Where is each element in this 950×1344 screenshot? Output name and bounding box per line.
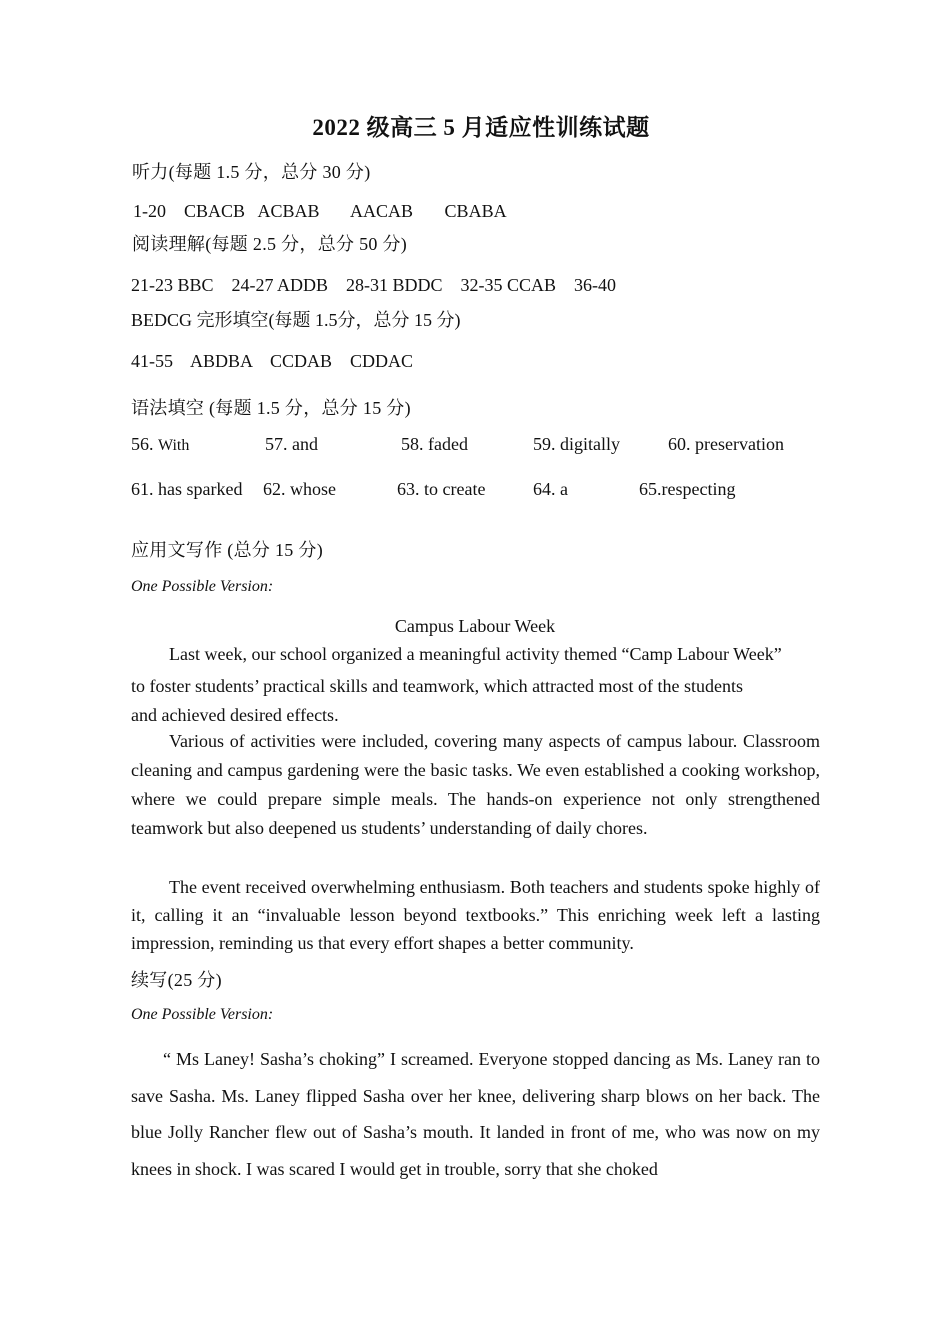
item-answer: digitally [560, 434, 620, 454]
item-number: 56. [131, 434, 154, 454]
reading-answers-line2: BEDCG 完形填空(每题 1.5分，总分 15 分) [131, 310, 461, 330]
item-answer: With [158, 437, 190, 454]
item-number: 63. [397, 479, 420, 499]
grammar-item-58 [401, 432, 468, 456]
grammar-item-59 [533, 432, 620, 456]
grammar-header: 语法填空 (每题 1.5 分，总分 15 分) [131, 398, 411, 418]
item-answer: has sparked [158, 479, 243, 499]
writing-version-label: One Possible Version: [131, 578, 274, 595]
continuation-version-label: One Possible Version: [131, 1006, 274, 1023]
essay-p1-line2: to foster students’ practical skills and teamwork, which attracted most of the students [131, 676, 744, 696]
item-number: 64. [533, 479, 556, 499]
item-number: 57. [265, 434, 288, 454]
item-answer: respecting [661, 479, 736, 499]
grammar-item-60 [668, 432, 784, 456]
item-answer: preservation [695, 434, 784, 454]
grammar-item-63 [397, 477, 485, 501]
item-number: 65. [639, 479, 662, 499]
continuation-paragraph-text: “ Ms Laney! Sasha’s choking” I screamed. Everyone stopped dancing as Ms. Laney ran to save Sasha. Ms. Laney flipped Sasha over her knee, delivering sharp blows on her back. The blue Jolly Rancher flew out of Sasha’s mouth. It landed in front of me, who was now on my knees in shock. I was scared I would get in trouble, sorry that she choked [131, 1049, 820, 1180]
essay-paragraph-2 [131, 727, 820, 843]
essay-p1-line1: Last week, our school organized a meaningful activity themed “Camp Labour Week” [169, 644, 782, 664]
item-answer: whose [290, 479, 336, 499]
item-number: 58. [401, 434, 424, 454]
reading-answers-line1: 21-23 BBC 24-27 ADDB 28-31 BDDC 32-35 CCAB 36-40 [131, 275, 617, 295]
reading-header: 阅读理解(每题 2.5 分，总分 50 分) [132, 234, 408, 254]
essay-paragraph-2-text: Various of activities were included, covering many aspects of campus labour. Classroom cleaning and campus gardening were the basic tasks. We even established a cooking workshop, where we could prepare simple meals. The hands-on experience not only strengthened teamwork but also deepened us students’ understanding of daily chores. [131, 731, 820, 838]
essay-title: Campus Labour Week [394, 616, 556, 636]
grammar-item-61 [131, 477, 242, 501]
item-answer: a [560, 479, 568, 499]
listening-answers: 1-20 CBACB ACBAB AACAB CBABA [133, 201, 507, 221]
grammar-item-65 [639, 477, 735, 501]
item-number: 62. [263, 479, 286, 499]
writing-header: 应用文写作 (总分 15 分) [131, 540, 323, 560]
grammar-item-57 [265, 432, 318, 456]
item-number: 59. [533, 434, 556, 454]
page-title: 2022 级高三 5 月适应性训练试题 [312, 115, 650, 140]
item-number: 61. [131, 479, 154, 499]
cloze-answers: 41-55 ABDBA CCDAB CDDAC [131, 351, 414, 371]
item-answer: to create [424, 479, 486, 499]
continuation-header: 续写(25 分) [131, 970, 222, 990]
item-answer: faded [428, 434, 468, 454]
essay-paragraph-3-text: The event received overwhelming enthusiasm. Both teachers and students spoke highly of it, calling it an “invaluable lesson beyond textbooks.” This enriching week left a lasting impression, reminding us that every effort shapes a better community. [131, 877, 820, 953]
grammar-item-62 [263, 477, 336, 501]
continuation-paragraph [131, 1041, 820, 1188]
grammar-item-56 [131, 432, 189, 458]
essay-paragraph-3 [131, 873, 820, 957]
listening-header: 听力(每题 1.5 分，总分 30 分) [132, 162, 371, 182]
grammar-item-64 [533, 477, 568, 501]
item-number: 60. [668, 434, 691, 454]
essay-p1-line3: and achieved desired effects. [131, 705, 339, 725]
item-answer: and [292, 434, 318, 454]
